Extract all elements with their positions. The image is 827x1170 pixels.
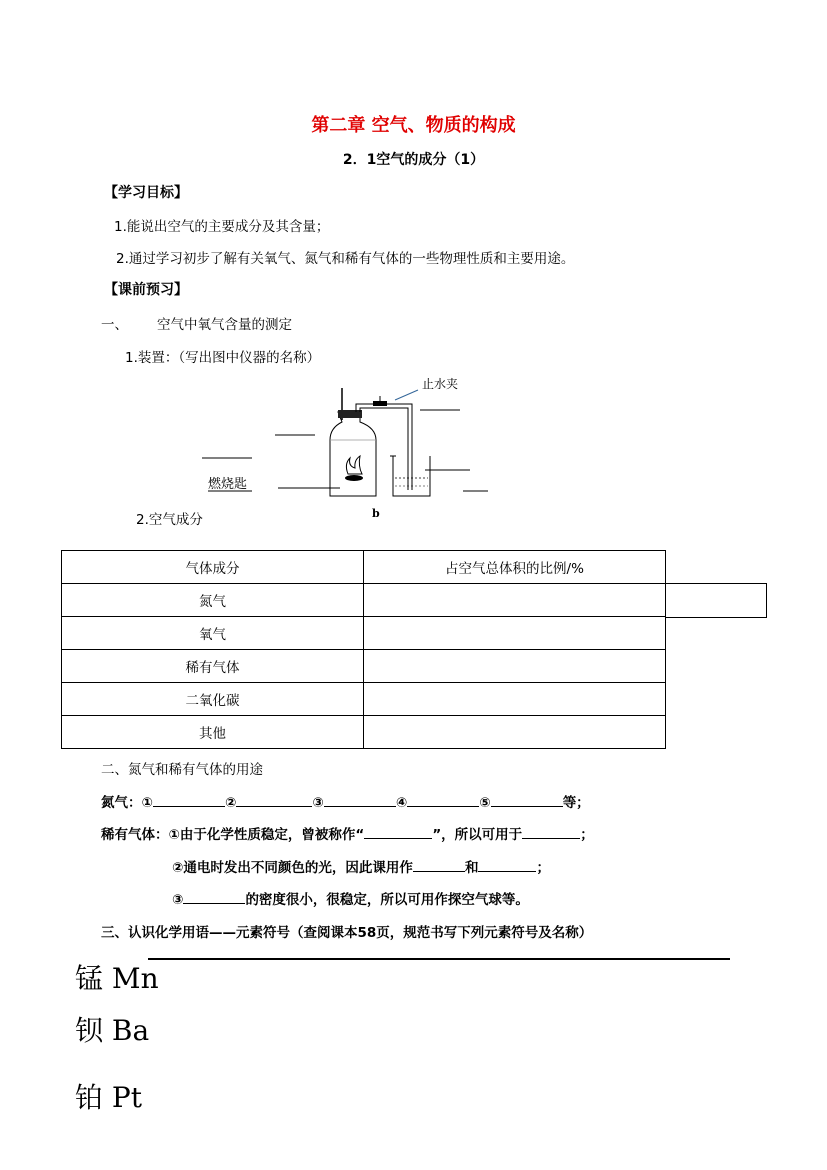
- rare-gas-line-2: ②通电时发出不同颜色的光，因此课用作 和 ；: [172, 856, 550, 876]
- composition-label: 2.空气成分: [136, 512, 203, 528]
- gas-bottle: [330, 412, 376, 496]
- part1-title: 空气中氧气含量的测定: [157, 317, 292, 333]
- clamp-pointer: [395, 390, 418, 400]
- answer-blank[interactable]: [413, 857, 465, 872]
- water-clamp: [373, 401, 387, 406]
- rubber-stopper: [338, 410, 362, 418]
- table-row: [62, 716, 666, 749]
- writing-line: [148, 958, 730, 960]
- table-row: [62, 683, 666, 716]
- answer-blank[interactable]: [236, 792, 312, 807]
- connecting-tube: [356, 404, 412, 490]
- rare-gas-label: 稀有气体：: [101, 827, 169, 843]
- answer-blank[interactable]: [183, 889, 245, 904]
- preview-heading: 【课前预习】: [104, 282, 188, 298]
- apparatus-label: 1.装置：（写出图中仪器的名称）: [125, 350, 321, 366]
- objective-item-2: 2.通过学习初步了解有关氧气、氮气和稀有气体的一些物理性质和主要用途。: [116, 251, 575, 267]
- rare-gas-line-1: 稀有气体：①由于化学性质稳定，曾被称作“ ”，所以可用于 ；: [101, 823, 594, 843]
- flame-icon: [346, 456, 362, 474]
- table-cell-answer[interactable]: [364, 584, 666, 617]
- answer-blank[interactable]: [364, 824, 432, 839]
- table-row: [62, 584, 666, 617]
- answer-blank[interactable]: [324, 792, 396, 807]
- objective-item-1: 1.能说出空气的主要成分及其含量；: [114, 219, 330, 235]
- table-cell-gas: 其他: [62, 716, 364, 749]
- table-cell-gas: 二氧化碳: [62, 683, 364, 716]
- answer-blank[interactable]: [153, 792, 225, 807]
- page-title: 第二章 空气、物质的构成: [311, 115, 516, 136]
- figure-label: b: [372, 507, 380, 520]
- composition-table: [61, 550, 666, 749]
- answer-blank[interactable]: [478, 857, 536, 872]
- table-row: [62, 650, 666, 683]
- extra-table-cell: [666, 583, 767, 618]
- table-row: [62, 617, 666, 650]
- table-cell-answer[interactable]: [364, 716, 666, 749]
- part3-title: 三、认识化学用语——元素符号（查阅课本58页，规范书写下列元素符号及名称）: [101, 925, 593, 941]
- element-barium: 钡 Ba: [75, 1014, 150, 1047]
- element-manganese: 锰 Mn: [75, 962, 159, 995]
- apparatus-diagram: [190, 370, 500, 520]
- element-platinum: 铂 Pt: [75, 1081, 142, 1114]
- nitrogen-line: 氮气：① ② ③ ④ ⑤ 等；: [101, 791, 590, 811]
- table-cell-answer[interactable]: [364, 683, 666, 716]
- section-subtitle: 2．1空气的成分（1）: [342, 152, 485, 168]
- answer-blank[interactable]: [491, 792, 563, 807]
- table-header: 占空气总体积的比例/%: [364, 551, 666, 584]
- clamp-label: 止水夹: [422, 377, 459, 391]
- table-cell-answer[interactable]: [364, 650, 666, 683]
- spoon-bowl: [345, 475, 363, 481]
- table-header: 气体成分: [62, 551, 364, 584]
- answer-blank[interactable]: [522, 824, 580, 839]
- part2-title: 二、氮气和稀有气体的用途: [101, 762, 263, 778]
- table-cell-answer[interactable]: [364, 617, 666, 650]
- nitrogen-label: 氮气：: [101, 795, 142, 811]
- table-cell-gas: 氮气: [62, 584, 364, 617]
- answer-blank[interactable]: [407, 792, 479, 807]
- rare-gas-line-3: ③ 的密度很小，很稳定，所以可用作探空气球等。: [172, 888, 529, 908]
- table-cell-gas: 氧气: [62, 617, 364, 650]
- spoon-label: 燃烧匙: [208, 477, 248, 492]
- part1-number: 一、: [101, 317, 128, 333]
- table-cell-gas: 稀有气体: [62, 650, 364, 683]
- objectives-heading: 【学习目标】: [104, 185, 188, 201]
- table-header-row: [62, 551, 666, 584]
